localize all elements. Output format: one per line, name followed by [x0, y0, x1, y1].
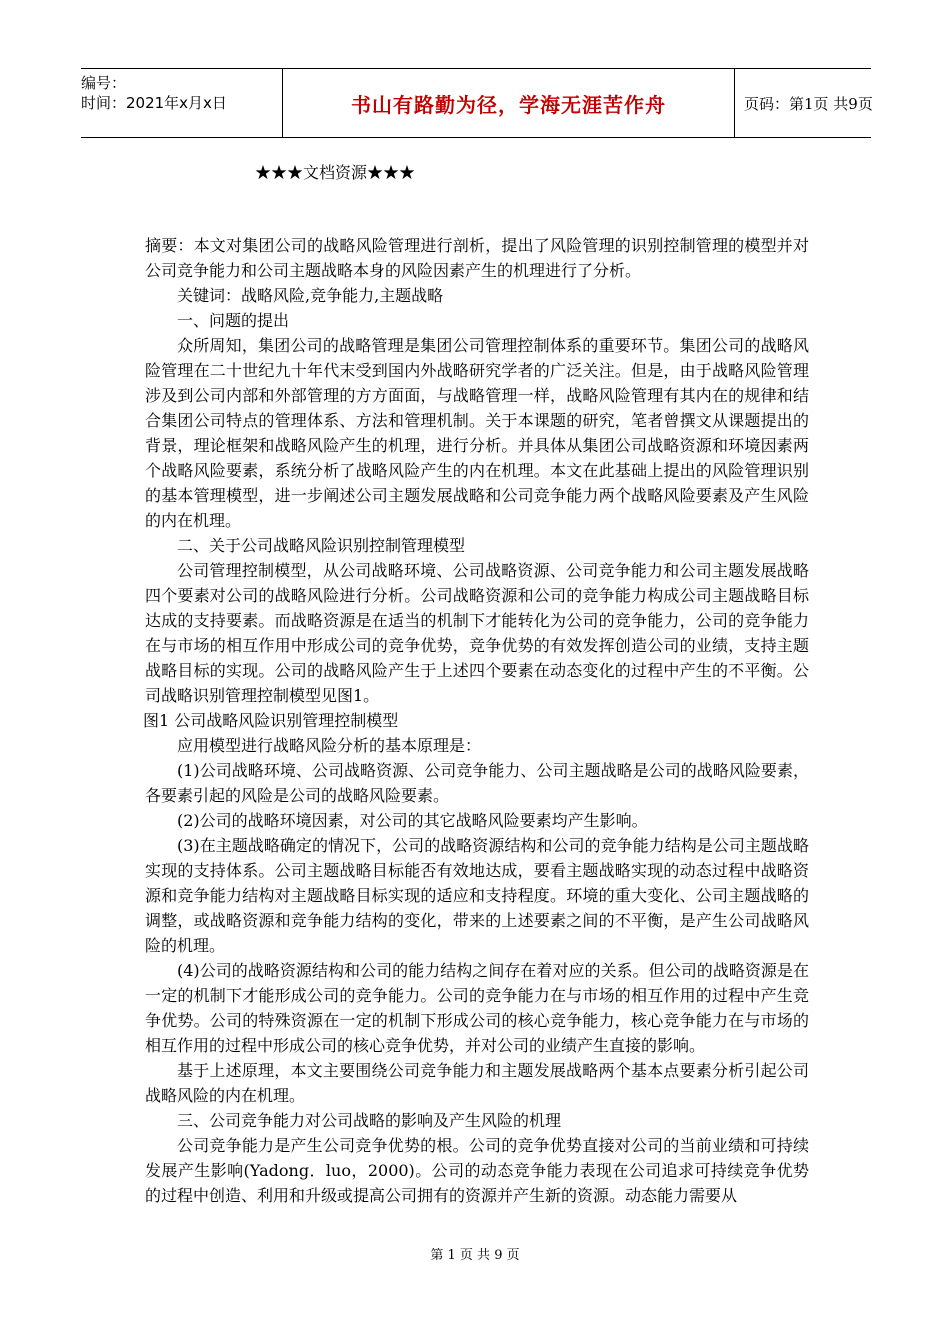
- header-motto: 书山有路勤为径，学海无涯苦作舟: [351, 92, 666, 117]
- section-heading-3: 三、公司竞争能力对公司战略的影响及产生风险的机理: [177, 1111, 562, 1130]
- abstract-paragraph: 摘要：本文对集团公司的战略风险管理进行剖析，提出了风险管理的识别控制管理的模型并对公司竞争能力和公司主题战略本身的风险因素产生的机理进行了分析。: [145, 236, 809, 280]
- list-item: (3)在主题战略确定的情况下，公司的战略资源结构和公司的竞争能力结构是公司主题战略实现的支持体系。公司主题战略目标能否有效地达成，要看主题战略实现的动态过程中战略资源和竞争能力结构对主题战略目标实现的适应和支持程度。环境的重大变化、公司主题战略的调整，或战略资源和竞争能力结构的变化，带来的上述要素之间的不平衡，是产生公司战略风险的机理。: [145, 836, 809, 955]
- page-header: [81, 68, 871, 138]
- section-heading-2: 二、关于公司战略风险识别控制管理模型: [177, 536, 466, 555]
- figure-caption: 图1 公司战略风险识别管理控制模型: [143, 711, 399, 730]
- body-paragraph: 众所周知，集团公司的战略管理是集团公司管理控制体系的重要环节。集团公司的战略风险管理在二十世纪九十年代末受到国内外战略研究学者的广泛关注。但是，由于战略风险管理涉及到公司内部和外部管理的方方面面，与战略管理一样，战略风险管理有其内在的规律和结合集团公司特点的管理体系、方法和管理机制。关于本课题的研究，笔者曾撰文从课题提出的背景，理论框架和战略风险产生的机理，进行分析。并具体从集团公司战略资源和环境因素两个战略风险要素，系统分析了战略风险产生的内在机理。本文在此基础上提出的风险管理识别的基本管理模型，进一步阐述公司主题发展战略和公司竞争能力两个战略风险要素及产生风险的内在机理。: [145, 336, 809, 530]
- body-paragraph: 应用模型进行战略风险分析的基本原理是：: [177, 736, 482, 755]
- list-item: (4)公司的战略资源结构和公司的能力结构之间存在着对应的关系。但公司的战略资源是在一定的机制下才能形成公司的竞争能力。公司的竞争能力在与市场的相互作用的过程中产生竞争优势。公司的特殊资源在一定的机制下形成公司的核心竞争能力，核心竞争能力在与市场的相互作用的过程中形成公司的核心竞争优势，并对公司的业绩产生直接的影响。: [145, 961, 809, 1055]
- header-motto-cell: [282, 69, 735, 137]
- header-meta: [81, 69, 281, 141]
- keywords-line: 关键词：战略风险,竞争能力,主题战略: [177, 286, 444, 305]
- document-body: [145, 233, 809, 1208]
- body-paragraph: 公司竞争能力是产生公司竞争优势的根。公司的竞争优势直接对公司的当前业绩和可持续发展产生影响(Yadong．luo，2000)。公司的动态竞争能力表现在公司追求可持续竞争优势的过程中创造、利用和升级或提高公司拥有的资源并产生新的资源。动态能力需要从: [145, 1136, 809, 1205]
- page-footer: 第 1 页 共 9 页: [430, 1248, 520, 1263]
- body-paragraph: 公司管理控制模型，从公司战略环境、公司战略资源、公司竞争能力和公司主题发展战略四个要素对公司的战略风险进行分析。公司战略资源和公司的竞争能力构成公司主题战略目标达成的支持要素。而战略资源是在适当的机制下才能转化为公司的竞争能力，公司的竞争能力在与市场的相互作用中形成公司的竞争优势，竞争优势的有效发挥创造公司的业绩，支持主题战略目标的实现。公司的战略风险产生于上述四个要素在动态变化的过程中产生的不平衡。公司战略识别管理控制模型见图1。: [145, 561, 809, 705]
- section-heading-1: 一、问题的提出: [177, 311, 290, 330]
- list-item: (1)公司战略环境、公司战略资源、公司竞争能力、公司主题战略是公司的战略风险要素，各要素引起的风险是公司的战略风险要素。: [145, 761, 809, 805]
- list-item: (2)公司的战略环境因素，对公司的其它战略风险要素均产生影响。: [177, 811, 648, 830]
- document-date: 时间：2021年x月x日: [81, 94, 227, 112]
- header-page-info: 页码：第1页 共9页: [744, 94, 873, 113]
- body-paragraph: 基于上述原理，本文主要围绕公司竞争能力和主题发展战略两个基本点要素分析引起公司战略风险的内在机理。: [145, 1061, 809, 1105]
- document-banner: ★★★文档资源★★★: [255, 163, 416, 182]
- document-number: 编号：: [81, 74, 127, 92]
